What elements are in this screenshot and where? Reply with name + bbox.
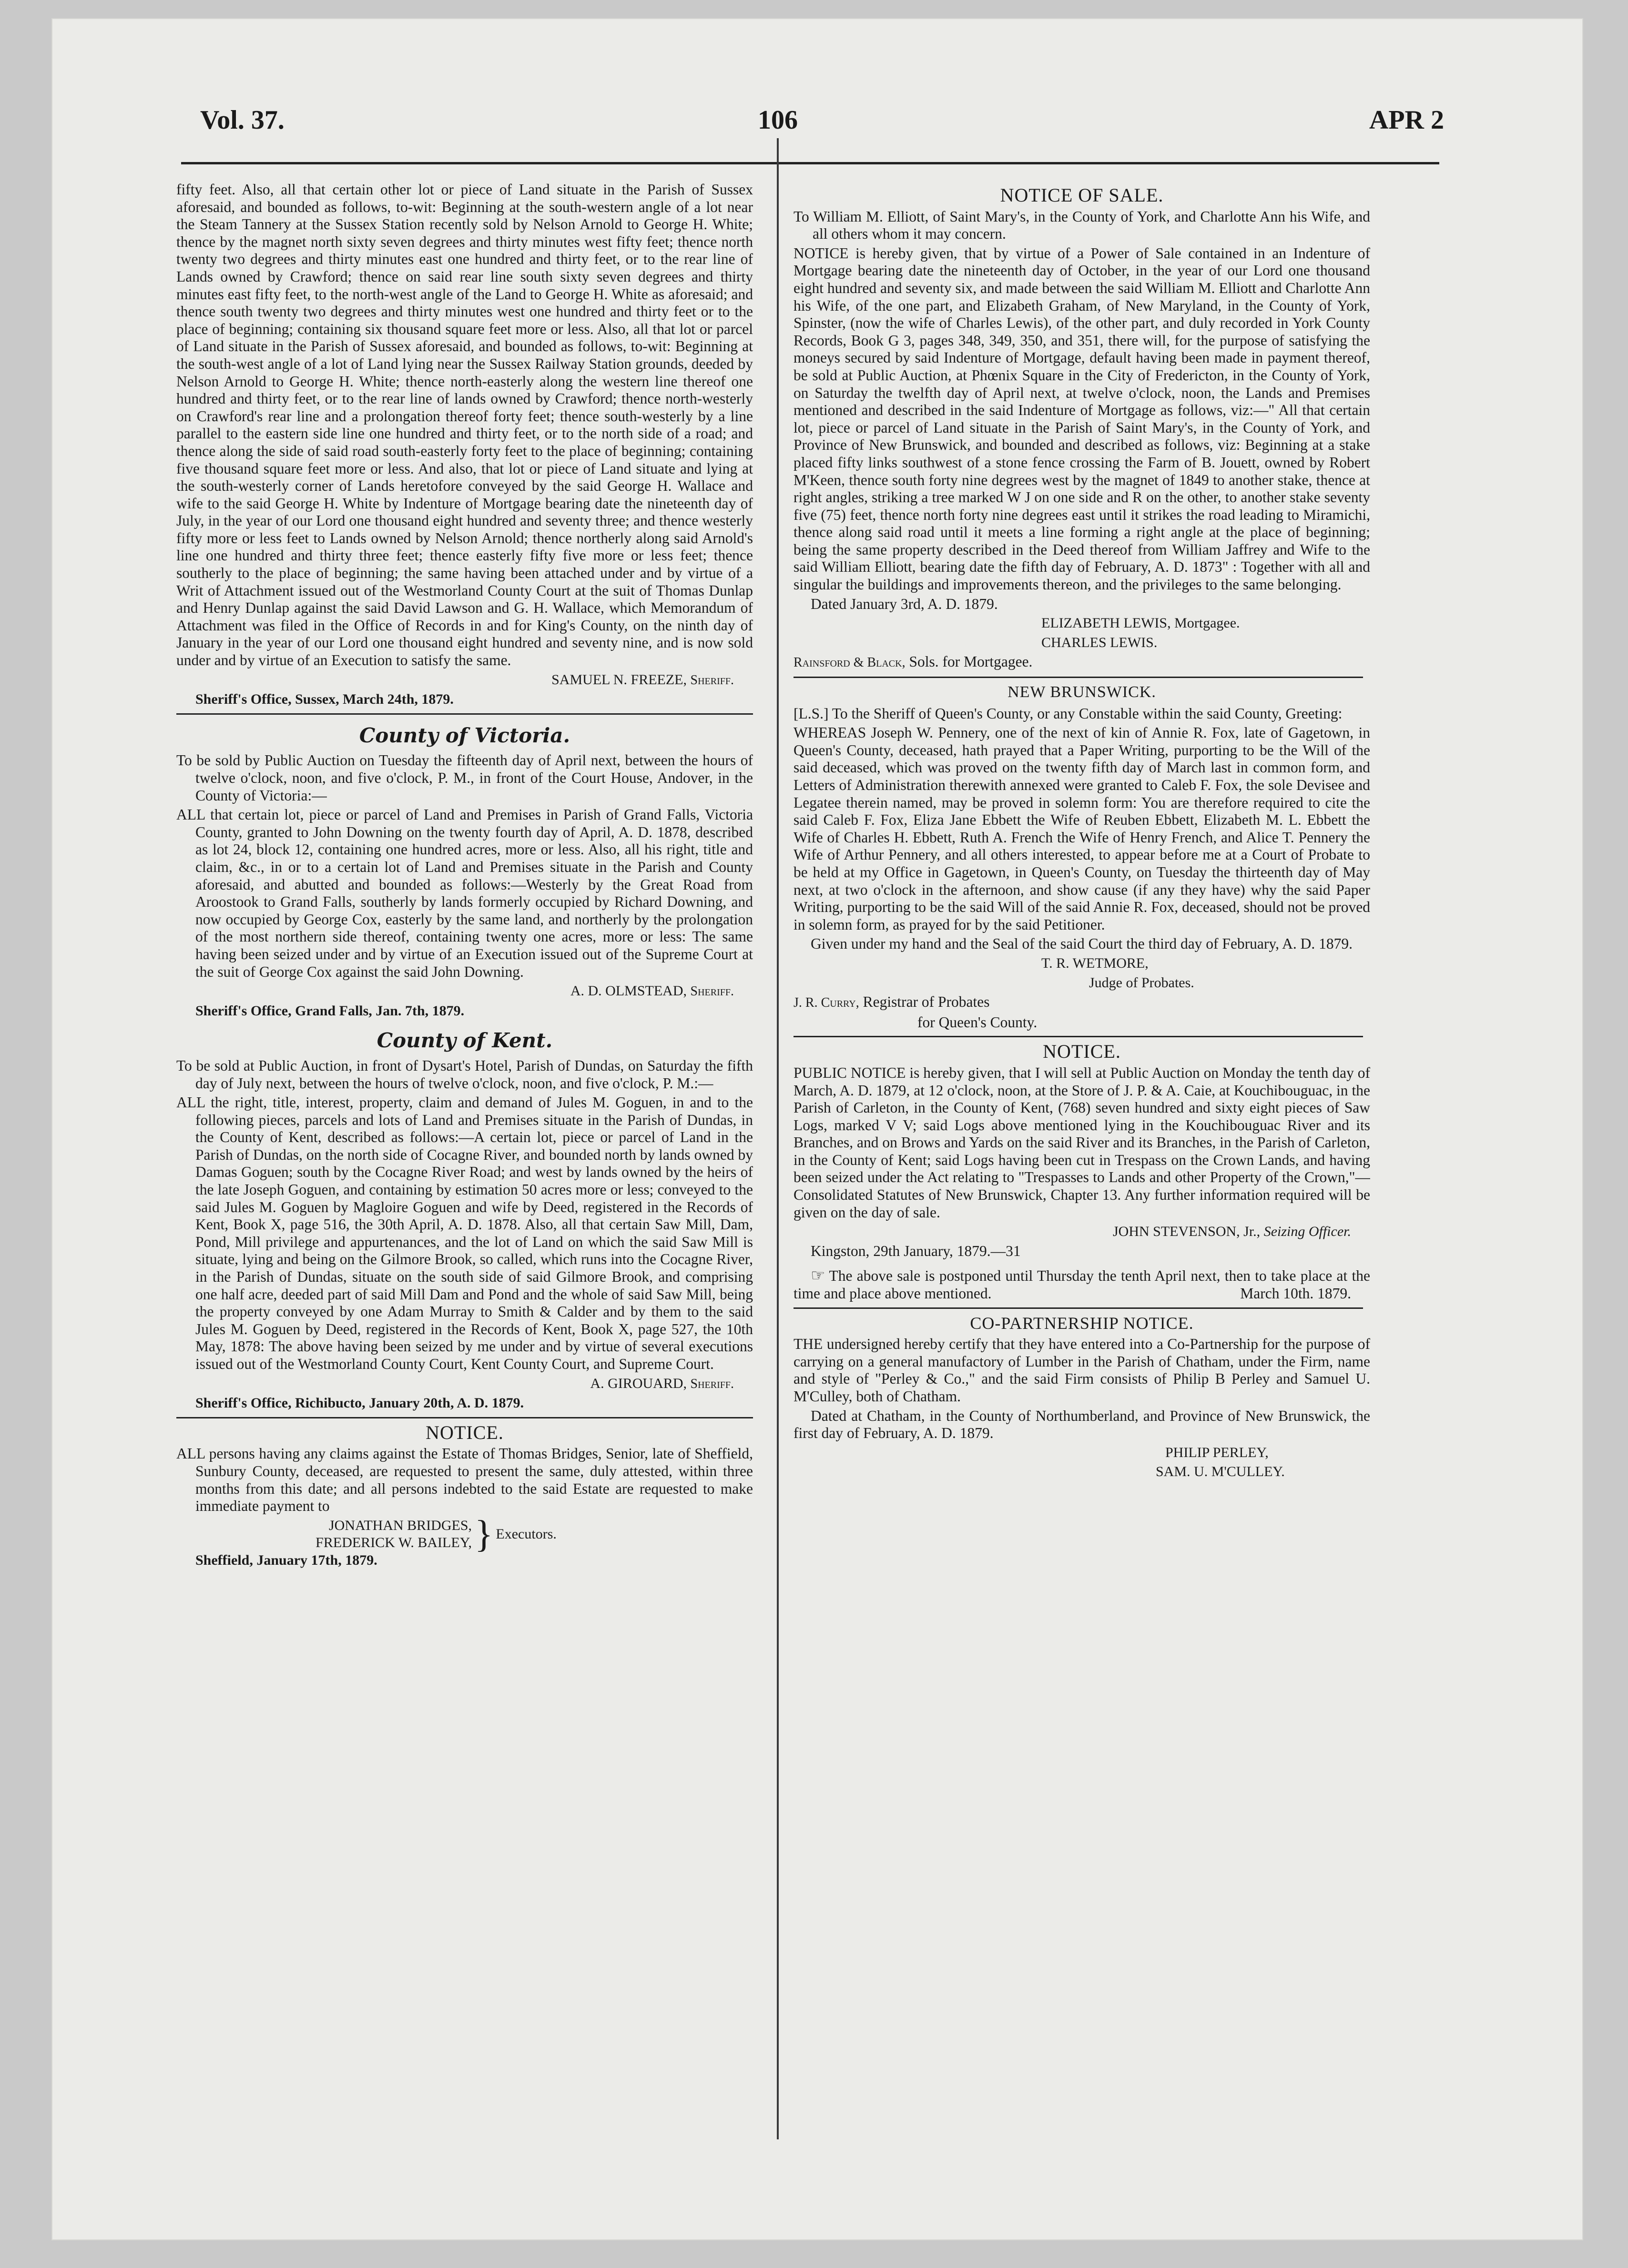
kent-heading: County of Kent. [376, 1029, 553, 1053]
sale-heading: NOTICE OF SALE. [1000, 184, 1164, 206]
right-column [794, 181, 1370, 2125]
sale-dated: Dated January 3rd, A. D. 1879. [811, 595, 998, 612]
page [52, 19, 1582, 2239]
column-divider [777, 138, 779, 2139]
copart-heading: CO-PARTNERSHIP NOTICE. [970, 1313, 1194, 1333]
partner-1: PHILIP PERLEY, [1165, 1444, 1269, 1460]
postponement-date: March 10th. 1879. [1240, 1285, 1351, 1302]
copart-body: THE undersigned hereby certify that they have entered into a Co-Partnership for the purpose of carrying on a general manufactory of Lumber in the Parish of Chatham, under the Firm, name and style of "Perley & Co.," and the said Firm consists of Philip B Perley and Samuel U. M'Culley, both of Chatham. [794, 1336, 1370, 1405]
sheriff-title: Sheriff. [690, 672, 734, 688]
executor-1: JONATHAN BRIDGES, [328, 1517, 472, 1533]
logs-heading: NOTICE. [1043, 1041, 1121, 1063]
logs-body: PUBLIC NOTICE is hereby given, that I will sell at Public Auction on Monday the tenth day of March, A. D. 1879, at 12 o'clock, noon, at the Store of J. P. & A. Caie, at Kouchibouguac, in the Parish of Carleton, in the County of Kent, (768) seven hundred and sixty eight pieces of Saw Logs, marked V V; said Logs above mentioned lying in the Kouchibouguac River and its Branches, and on Brows and Yards on the said River and its Branches, in the Parish of Carleton, in the County of Kent; said Logs having been cut in Trespass on the Crown Lands, and having been seized under the Act relating to "Trespasses to Lands and other Property of the Crown,"—Consolidated Statutes of New Brunswick, Chapter 13. Any further information required will be given on the day of sale. [794, 1064, 1370, 1221]
kent-intro: To be sold at Public Auction, in front of Dysart's Hotel, Parish of Dundas, on Saturday the fifth day of July next, between the hours of twelve o'clock, noon, and five o'clock, P. M.:— [176, 1057, 753, 1092]
sussex-signature [176, 671, 753, 689]
copartnership-notice [794, 1315, 1370, 1481]
divider [176, 1417, 753, 1418]
copart-dated: Dated at Chatham, in the County of Northumberland, and Province of New Brunswick, the first day of February, A. D. 1879. [794, 1407, 1370, 1442]
kent-office-line: Sheriff's Office, Richibucto, January 20th, A. D. 1879. [195, 1395, 524, 1411]
kent-body: ALL the right, title, interest, property, claim and demand of Jules M. Goguen, in and to the following pieces, parcels and lots of Land and Premises situate in the Parish of Dundas, in the County of Kent, described as follows:—A certain lot, piece or parcel of Land in the Parish of Dundas, on the north side of Cocagne River, and bounded north by lands owned by Damas Goguen; south by the Cocagne River Road; and west by lands owned by the heirs of the late Joseph Goguen, and containing by estimation 50 acres more or less; conveyed to the said Jules M. Goguen by Magloire Goguen and wife by Deed, registered in the Records of Kent, Book X, page 516, the 30th April, A. D. 1878. Also, all that certain Saw Mill, Dam, Pond, Mill privilege and appurtenances, and the lot of Land on which the said Saw Mill is situate, lying and being on the Gilmore Brook, so called, which runs into the Cocagne River, in the Parish of Dundas, situate on the south side of said Gilmore Brook, and comprising one half acre, deeded part of said Mill Dam and Pond and the whole of said Saw Mill, being the property conveyed by one Adam Murray to Smith & Calder and by them to the said Jules M. Goguen by Deed, registered in the Records of Kent, Book X, page 527, the 10th May, 1878: The above having been seized by me under and by virtue of several executions issued out of the Westmorland County Court, Kent County Court, and Supreme Court. [176, 1094, 753, 1372]
kent-signature [176, 1375, 753, 1393]
header-rule [181, 162, 1439, 164]
logs-dated: Kingston, 29th January, 1879.—31 [811, 1242, 1021, 1259]
sussex-notice [176, 181, 753, 709]
registrar-name: J. R. Curry, [794, 995, 859, 1011]
victoria-signature [176, 982, 753, 1001]
bridges-body: ALL persons having any claims against the Estate of Thomas Bridges, Senior, late of Sheffield, Sunbury County, deceased, are requested to present the same, duly attested, within three months from this date; and all persons indebted to the said Estate are requested to make immediate payment to [176, 1445, 753, 1515]
executors-label: Executors. [496, 1526, 557, 1542]
registrar-county: for Queen's County. [917, 1013, 1038, 1031]
postponement [794, 1267, 1370, 1302]
executor-names [176, 1517, 472, 1552]
victoria-intro: To be sold by Public Auction on Tuesday the fifteenth day of April next, between the hours of twelve o'clock, noon, and five o'clock, P. M., in front of the Court House, Andover, in the County of Victoria:— [176, 752, 753, 804]
seal-mark: [L.S.] [794, 705, 829, 722]
divider [794, 1036, 1363, 1037]
probate-citation [794, 684, 1370, 1031]
victoria-heading: County of Victoria. [359, 723, 570, 747]
judge-title: Judge of Probates. [1089, 974, 1194, 991]
solicitors-line [794, 653, 1370, 672]
left-column [176, 181, 753, 2125]
page-header [191, 105, 1454, 167]
divider [176, 713, 753, 715]
registrar-line [794, 993, 1370, 1012]
date-stamp: APR 2 [1369, 105, 1444, 135]
sheriff-title: Sheriff. [690, 984, 734, 999]
executor-2: FREDERICK W. BAILEY, [315, 1535, 472, 1551]
bridges-notice [176, 1421, 753, 1569]
officer-title: Seizing Officer. [1263, 1224, 1351, 1240]
bridges-heading: NOTICE. [426, 1421, 504, 1443]
registrar-title: Registrar of Probates [863, 993, 990, 1011]
executors-block [176, 1513, 753, 1556]
sheriff-name: A. GIROUARD, [590, 1375, 687, 1391]
notice-of-sale [794, 184, 1370, 672]
victoria-office-line: Sheriff's Office, Grand Falls, Jan. 7th, 1879. [195, 1002, 465, 1019]
logs-notice [794, 1043, 1370, 1302]
officer-name: JOHN STEVENSON, Jr., [1113, 1224, 1261, 1240]
divider [794, 1307, 1363, 1309]
bridges-date: Sheffield, January 17th, 1879. [195, 1552, 377, 1568]
nb-body: WHEREAS Joseph W. Pennery, one of the next of kin of Annie R. Fox, late of Gagetown, in Queen's County, deceased, hath prayed that a Paper Writing, purporting to be the Will of the said deceased, which was proved on the twenty fifth day of March last in common form, and Letters of Administration therewith annexed were granted to Caleb F. Fox, the sole Devisee and Legatee therein named, may be proved in solemn form: You are therefore required to cite the said Caleb F. Fox, Eliza Jane Ebbett the Wife of Reuben Ebbett, Elizabeth M. L. Ebbett the Wife of Charles H. Ebbett, Ruth A. French the Wife of Henry French, and Alice T. Pennery the Wife of Arthur Pennery, and all others interested, to appear before me at a Court of Probate to be held at my Office in Gagetown, in Queen's County, on Tuesday the thirteenth day of May next, at two o'clock in the afternoon, and show cause (if any they have) why the said Paper Writing, purporting to be the said Will of the said Annie R. Fox, deceased, should not be proved in solemn form, as prayed for by the said Petitioner. [794, 724, 1370, 933]
kent-notice [176, 1029, 753, 1412]
victoria-notice [176, 723, 753, 1020]
brace-glyph: } [475, 1513, 493, 1556]
mortgagee-2: CHARLES LEWIS. [1041, 634, 1158, 650]
partner-2: SAM. U. M'CULLEY. [1156, 1464, 1285, 1480]
nb-given: Given under my hand and the Seal of the said Court the third day of February, A. D. 1879. [811, 935, 1353, 952]
nb-address-line [794, 705, 1370, 723]
divider [794, 677, 1363, 678]
solicitors-name: Rainsford & Black, [794, 655, 906, 670]
sheriff-title: Sheriff. [690, 1376, 734, 1391]
victoria-body: ALL that certain lot, piece or parcel of Land and Premises in Parish of Grand Falls, Victoria County, granted to John Downing on the twenty fourth day of April, A. D. 1878, described as lot 24, block 12, containing one hundred acres, more or less. Also, all his right, title and claim, &c., in or to a certain lot of Land and Premises situate in the Parish and County aforesaid, and abutted and bounded as follows:—Westerly by the Great Road from Aroostook to Grand Falls, southerly by lands formerly occupied by Richard Downing, and now occupied by George Cox, easterly by the same land, and northerly by the prolongation of the most northern side thereof, containing twenty one acres, more or less: The same having been seized under and by virtue of an Execution issued out of the Supreme Court at the suit of George Cox against the said John Downing. [176, 806, 753, 980]
sale-body: NOTICE is hereby given, that by virtue of a Power of Sale contained in an Indenture of Mortgage bearing date the nineteenth day of October, in the year of our Lord one thousand eight hundred and seventy six, and made between the said William M. Elliott and Charlotte Ann his Wife, of the one part, and Elizabeth Graham, of New Maryland, in the County of York, Spinster, (now the wife of Charles Lewis), of the other part, and duly recorded in York County Records, Book G 3, pages 348, 349, 350, and 351, there will, for the purpose of satisfying the moneys secured by said Indenture of Mortgage, default having been made in payment thereof, be sold at Public Auction, at Phœnix Square in the City of Fredericton, in the County of York, on Saturday the twelfth day of April next, at twelve o'clock, noon, the Lands and Premises mentioned and described in the said Indenture of Mortgage as follows, viz:—" All that certain lot, piece or parcel of Land situate in the Parish of Saint Mary's, in the County of York, and Province of New Brunswick, and bounded and described as follows, viz: Beginning at a stake placed fifty links southwest of a stone fence crossing the Farm of B. Jouett, owned by Robert M'Keen, thence south forty nine degrees west by the magnet of 1849 to another stake, thence at right angles, striking a tree marked W J on one side and R on the other, to another stake seventy five (75) feet, thence north forty nine degrees east until it strikes the road leading to Miramichi, thence along said road until it meets a line forming a right angle at the place of beginning; being the same property described in the Deed thereof from William Jaffrey and Wife to the said William Elliott, bearing date the fifth day of February, A. D. 1873" : Together with all and singular the buildings and improvements thereon, and the privileges to the same belonging. [794, 244, 1370, 593]
sussex-body: fifty feet. Also, all that certain other lot or piece of Land situate in the Parish of Sussex aforesaid, and bounded as follows, to-wit: Beginning at the south-western angle of a lot near the Steam Tannery at the Sussex Station recently sold by Nelson Arnold to George H. White; thence by the magnet north sixty seven degrees and thirty minutes west fifty feet; thence north twenty two degrees and thirty minutes east one hundred and thirty feet, or to the rear line of Lands owned by Crawford; thence on said rear line south sixty seven degrees and thirty minutes east fifty feet, to the north-west angle of the Land to George H. White as aforesaid; and thence south twenty two degrees and thirty minutes west one hundred and thirty feet or to the place of beginning; containing six thousand square feet more or less. Also, all that lot or parcel of Land situate in the Parish of Sussex aforesaid, and bounded as follows, to-wit: Beginning at the south-west angle of a lot of Land lying near the Sussex Railway Station grounds, deeded by Nelson Arnold to George H. White; thence north-easterly along the western line thereof one hundred and thirty feet, or to the rear line of lands owned by Crawford; thence north-westerly on Crawford's rear line and a prolongation thereof forty feet; thence south-westerly by a line parallel to the eastern side line one hundred and thirty feet, or to the north side of a road; and thence along the side of said road south-easterly forty feet to the place of beginning; containing five thousand square feet more or less. And also, that lot or piece of Land situate and lying at the south-westerly corner of Lands heretofore conveyed by the said George H. Wallace and wife to the said George H. White by Indenture of Mortgage bearing date the nineteenth day of July, in the year of our Lord one thousand eight hundred and seventy three; and thence westerly fifty more or less feet to Lands owned by Nelson Arnold; thence northerly along said Arnold's line one hundred and thirty three feet; thence easterly fifty five more or less feet; thence southerly to the place of beginning; the same having been attached under and by virtue of a Writ of Attachment issued out of the Westmorland County Court at the suit of Thomas Dunlap and Henry Dunlap against the said David Lawson and G. H. Wallace, which Memorandum of Attachment was filed in the Office of Records in and for King's County, on the ninth day of January in the year of our Lord one thousand eight hundred and seventy nine, and is now sold under and by virtue of an Execution to satisfy the same. [176, 181, 753, 669]
solicitors-role: Sols. for Mortgagee. [909, 653, 1033, 670]
volume-label: Vol. 37. [200, 105, 285, 135]
nb-addressee: To the Sheriff of Queen's County, or any Constable within the said County, Greeting: [832, 705, 1343, 722]
sheriff-name: SAMUEL N. FREEZE, [551, 671, 687, 688]
seizing-officer-line [794, 1223, 1370, 1241]
postponement-text: The above sale is postponed until Thursday the tenth April next, then to take place at the time and place above mentioned. [794, 1267, 1370, 1302]
judge-name: T. R. WETMORE, [1041, 955, 1149, 971]
sale-addressee: To William M. Elliott, of Saint Mary's, in the County of York, and Charlotte Ann his Wife, and all others whom it may concern. [794, 208, 1370, 243]
page-number: 106 [758, 105, 798, 135]
pointing-hand-icon: ☞ [811, 1267, 825, 1285]
sheriff-name: A. D. OLMSTEAD, [570, 983, 687, 999]
sussex-office-line: Sheriff's Office, Sussex, March 24th, 1879. [195, 691, 454, 708]
nb-heading: NEW BRUNSWICK. [1007, 683, 1156, 701]
mortgagee-1: ELIZABETH LEWIS, Mortgagee. [1041, 615, 1240, 631]
